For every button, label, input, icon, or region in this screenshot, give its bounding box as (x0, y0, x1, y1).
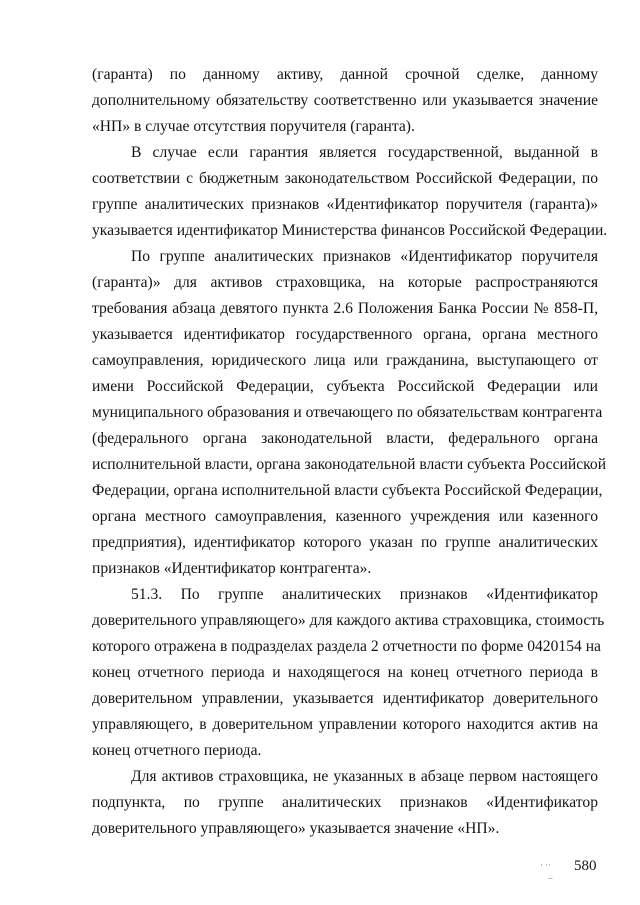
page-number: 580 (574, 858, 597, 874)
text-line: По группе аналитических признаков «Идентификатор поручителя (131, 248, 598, 265)
text-line: имени Российской Федерации, субъекта Российской Федерации или (92, 378, 598, 395)
text-line: указывается идентификатор государственного органа, органа местного (92, 326, 598, 343)
text-line: конец отчетного периода. (92, 742, 262, 759)
text-line: органа местного самоуправления, казенного учреждения или казенного (92, 508, 598, 525)
text-line: дополнительному обязательству соответственно или указывается значение (92, 92, 598, 109)
text-line: 51.3. По группе аналитических признаков «Идентификатор (131, 586, 598, 603)
text-line: соответствии с бюджетным законодательством Российской Федерации, по (92, 170, 598, 187)
text-line: В случае если гарантия является государственной, выданной в (131, 144, 598, 161)
text-line: Для активов страховщика, не указанных в абзаце первом настоящего (131, 768, 598, 785)
text-line: Федерации, органа исполнительной власти субъекта Российской Федерации, (92, 482, 603, 499)
text-line: управляющего, в доверительном управлении которого находится актив на (92, 716, 598, 733)
text-line: доверительного управляющего» для каждого актива страховщика, стоимость (92, 612, 605, 629)
text-line: конец отчетного периода и находящегося на конец отчетного периода в (92, 664, 598, 681)
scan-mark: · ·· (540, 860, 552, 870)
text-line: подпункта, по группе аналитических признаков «Идентификатор (92, 794, 598, 811)
text-line: самоуправления, юридического лица или гражданина, выступающего от (92, 352, 598, 369)
text-line: которого отражена в подразделах раздела 2 отчетности по форме 0420154 на (92, 638, 601, 655)
text-line: предприятия), идентификатор которого указан по группе аналитических (92, 534, 598, 551)
text-line: доверительного управляющего» указывается значение «НП». (92, 820, 500, 837)
text-line: (гаранта) по данному активу, данной срочной сделке, данному (92, 66, 598, 83)
text-line: «НП» в случае отсутствия поручителя (гаранта). (92, 118, 415, 135)
text-line: (гаранта)» для активов страховщика, на которые распространяются (92, 274, 598, 291)
text-line: требования абзаца девятого пункта 2.6 Положения Банка России № 858-П, (92, 300, 598, 317)
text-line: группе аналитических признаков «Идентификатор поручителя (гаранта)» (92, 196, 598, 213)
scan-mark: – (548, 873, 553, 883)
text-line: исполнительной власти, органа законодательной власти субъекта Российской (92, 456, 607, 473)
text-line: муниципального образования и отвечающего по обязательствам контрагента (92, 404, 603, 421)
text-line: (федерального органа законодательной власти, федерального органа (92, 430, 598, 447)
text-line: доверительном управлении, указывается идентификатор доверительного (92, 690, 598, 707)
text-line: признаков «Идентификатор контрагента». (92, 560, 372, 577)
text-line: указывается идентификатор Министерства финансов Российской Федерации. (92, 222, 608, 239)
